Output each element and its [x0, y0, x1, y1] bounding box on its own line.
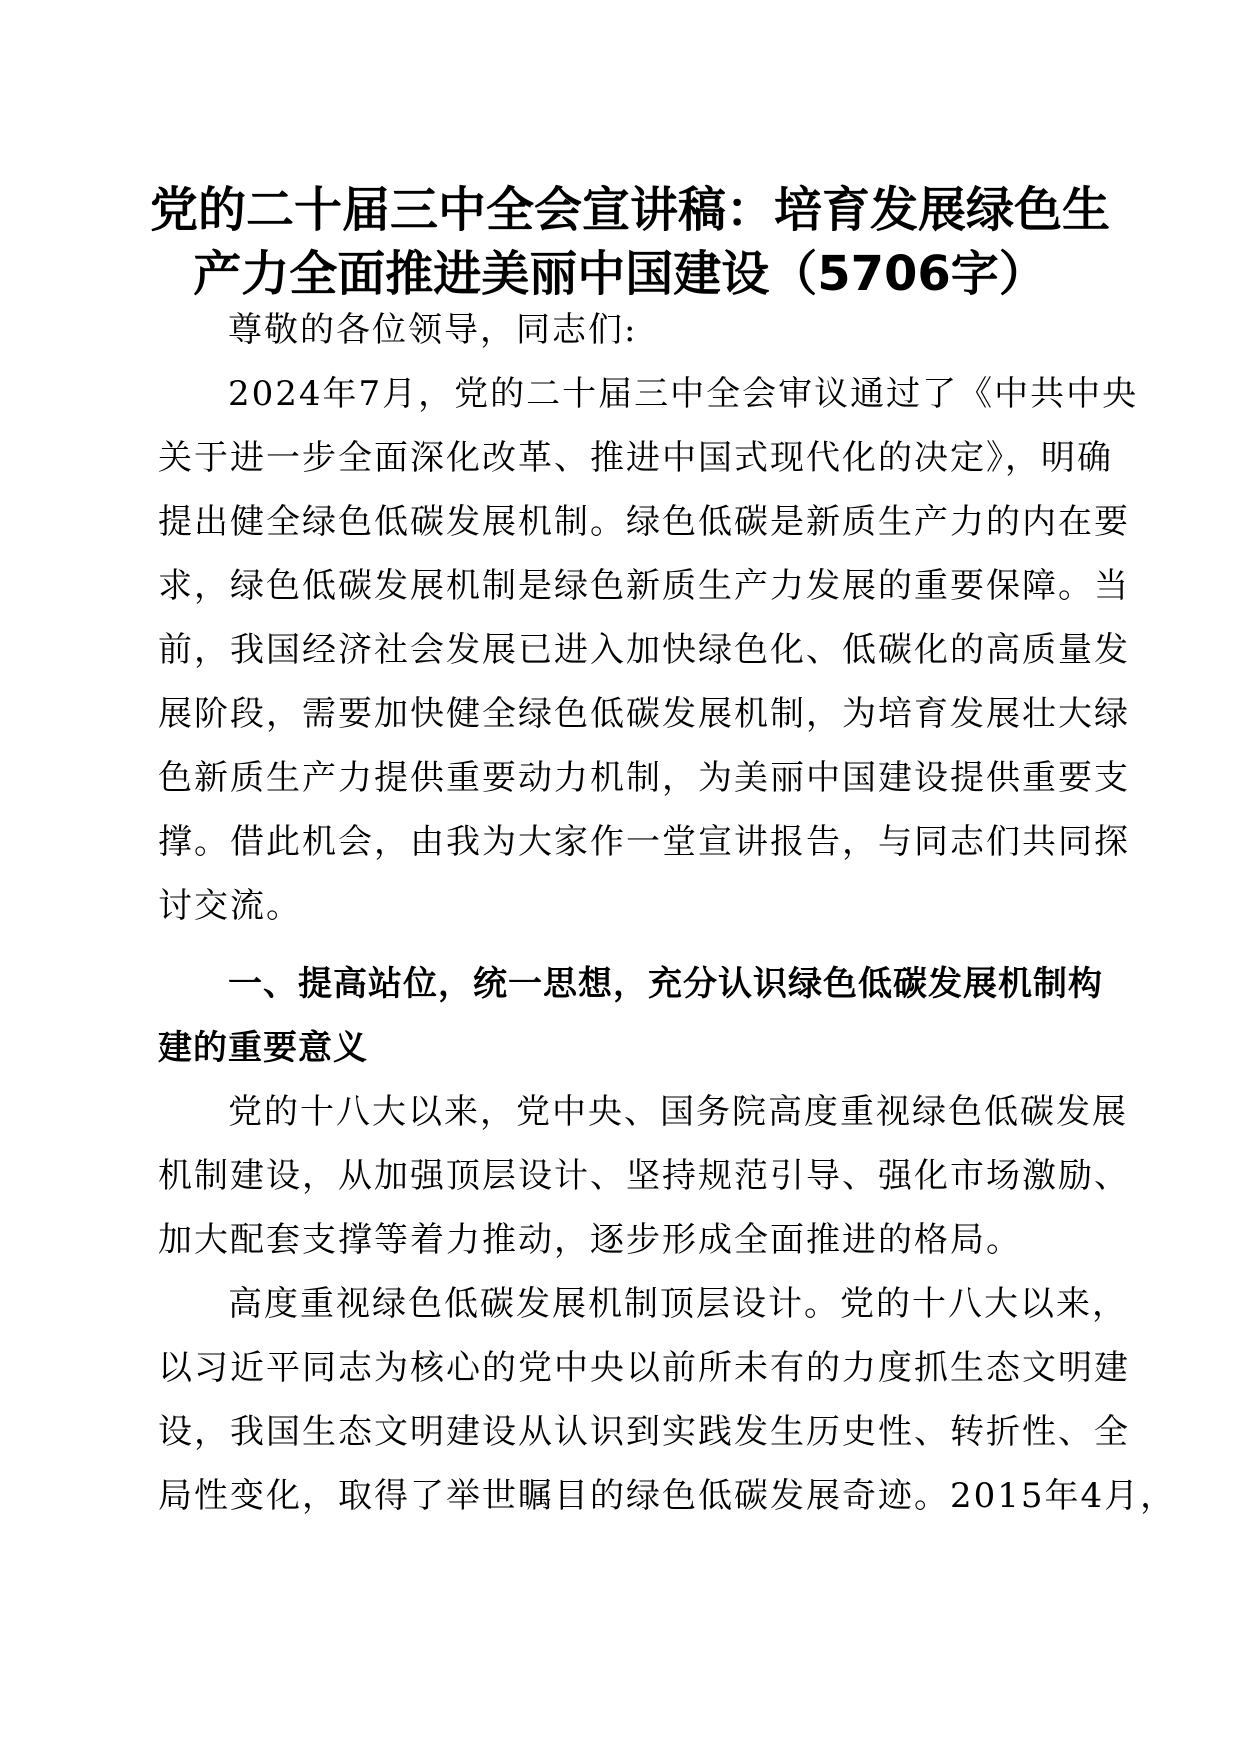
- title-line-2: 产力全面推进美丽中国建设（5706字）: [193, 246, 1047, 302]
- paragraph-line: 加大配套支撑等着力推动，逐步形成全面推进的格局。: [158, 1220, 1022, 1260]
- paragraph-line: 高度重视绿色低碳发展机制顶层设计。党的十八大以来，: [228, 1284, 1128, 1324]
- paragraph-line: 提出健全绿色低碳发展机制。绿色低碳是新质生产力的内在要: [158, 502, 1130, 542]
- spacer: [158, 938, 1078, 952]
- section-heading-1: [158, 952, 1103, 1080]
- salutation: 尊敬的各位领导，同志们:: [228, 310, 638, 350]
- heading-line: 一、提高站位，统一思想，充分认识绿色低碳发展机制构: [228, 964, 1103, 1004]
- document-body: [158, 298, 1177, 1528]
- paragraph-line: 局性变化，取得了举世瞩目的绿色低碳发展奇迹。2015年4月，: [158, 1476, 1177, 1516]
- title-line-1: 党的二十届三中全会宣讲稿：培育发展绿色生: [150, 182, 1111, 238]
- paragraph-line: 2024年7月，党的二十届三中全会审议通过了《中共中央: [228, 374, 1139, 414]
- paragraph-line: 党的十八大以来，党中央、国务院高度重视绿色低碳发展: [228, 1092, 1128, 1132]
- paragraph-line: 前，我国经济社会发展已进入加快绿色化、低碳化的高质量发: [158, 630, 1130, 670]
- paragraph-line: 色新质生产力提供重要动力机制，为美丽中国建设提供重要支: [158, 758, 1130, 798]
- paragraph-line: 求，绿色低碳发展机制是绿色新质生产力发展的重要保障。当: [158, 566, 1130, 606]
- paragraph-2: [158, 1080, 1130, 1272]
- paragraph-line: 机制建设，从加强顶层设计、坚持规范引导、强化市场激励、: [158, 1156, 1130, 1196]
- paragraph-line: 讨交流。: [158, 886, 302, 926]
- paragraph-line: 展阶段，需要加快健全绿色低碳发展机制，为培育发展壮大绿: [158, 694, 1130, 734]
- heading-line: 建的重要意义: [158, 1028, 368, 1068]
- paragraph-line: 设，我国生态文明建设从认识到实践发生历史性、转折性、全: [158, 1412, 1130, 1452]
- document-title: [150, 178, 1111, 306]
- paragraph-line: 以习近平同志为核心的党中央以前所未有的力度抓生态文明建: [158, 1348, 1130, 1388]
- paragraph-line: 关于进一步全面深化改革、推进中国式现代化的决定》，明确: [158, 438, 1113, 478]
- paragraph-3: [158, 1272, 1177, 1528]
- paragraph-1: [158, 362, 1139, 938]
- paragraph-line: 撑。借此机会，由我为大家作一堂宣讲报告，与同志们共同探: [158, 822, 1130, 862]
